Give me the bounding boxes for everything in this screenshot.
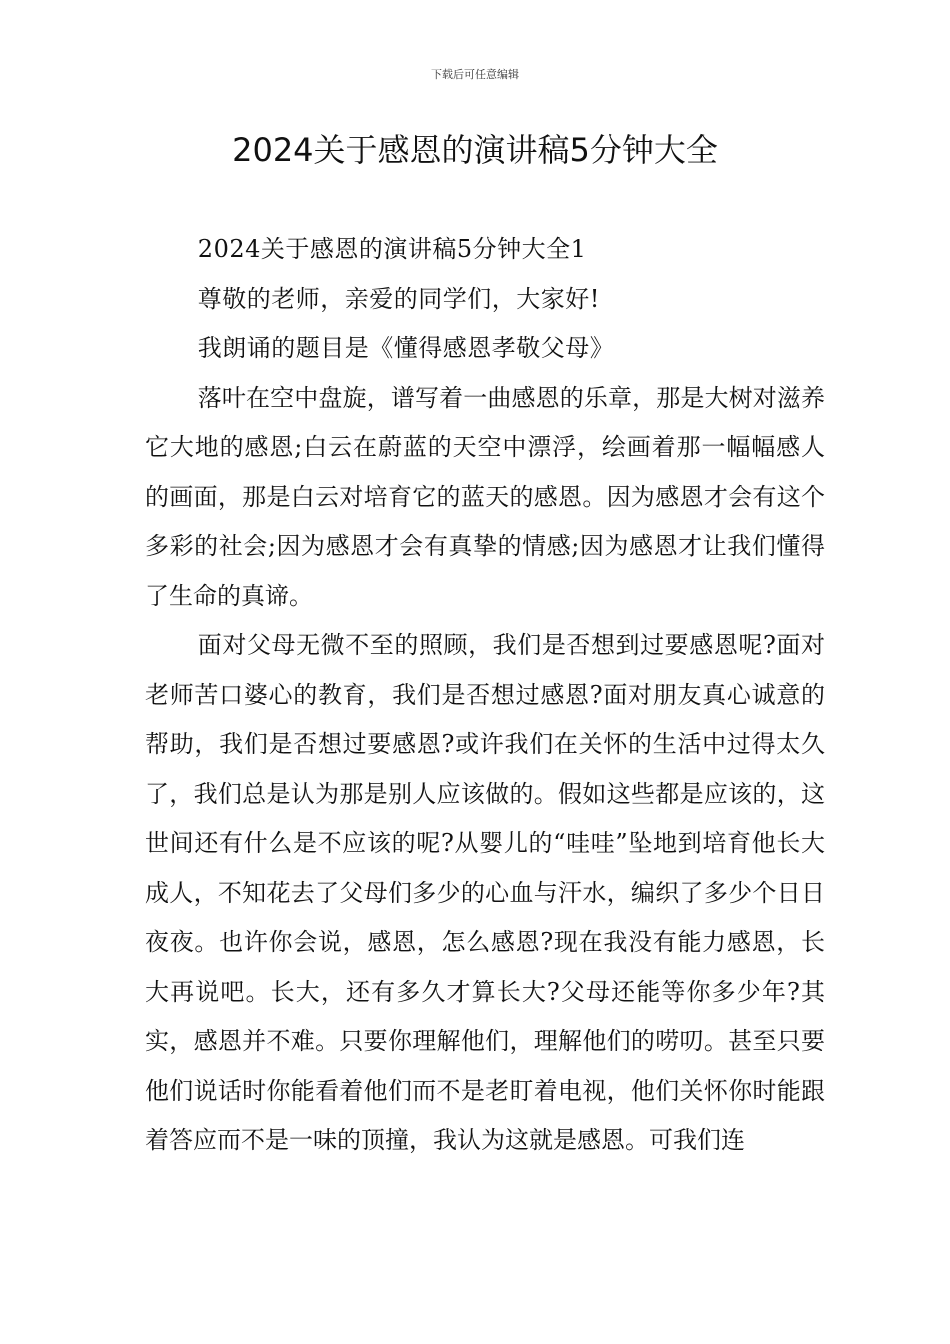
- section-heading: 2024关于感恩的演讲稿5分钟大全1: [197, 235, 587, 263]
- document-body: [145, 225, 825, 1166]
- header-note: 下载后可任意编辑: [431, 68, 519, 81]
- body-paragraph: 落叶在空中盘旋，谱写着一曲感恩的乐章，那是大树对滋养它大地的感恩;白云在蔚蓝的天空中漂浮，绘画着那一幅幅感人的画面，那是白云对培育它的蓝天的感恩。因为感恩才会有这个多彩的社会;因为感恩才会有真挚的情感;因为感恩才让我们懂得了生命的真谛。: [145, 383, 825, 610]
- document-title: 2024关于感恩的演讲稿5分钟大全: [232, 131, 718, 169]
- greeting-paragraph: 尊敬的老师，亲爱的同学们，大家好!: [197, 284, 600, 313]
- body-paragraph: 面对父母无微不至的照顾，我们是否想到过要感恩呢?面对老师苦口婆心的教育，我们是否想过感恩?面对朋友真心诚意的帮助，我们是否想过要感恩?或许我们在关怀的生活中过得太久了，我们总是认为那是别人应该做的。假如这些都是应该的，这世间还有什么是不应该的呢?从婴儿的“哇哇”坠地到培育他长大成人，不知花去了父母们多少的心血与汗水，编织了多少个日日夜夜。也许你会说，感恩，怎么感恩?现在我没有能力感恩，长大再说吧。长大，还有多久才算长大?父母还能等你多少年?其实，感恩并不难。只要你理解他们，理解他们的唠叨。甚至只要他们说话时你能看着他们而不是老盯着电视，他们关怀你时能跟着答应而不是一味的顶撞，我认为这就是感恩。可我们连: [145, 631, 825, 1154]
- topic-paragraph: 我朗诵的题目是《懂得感恩孝敬父母》: [197, 334, 615, 362]
